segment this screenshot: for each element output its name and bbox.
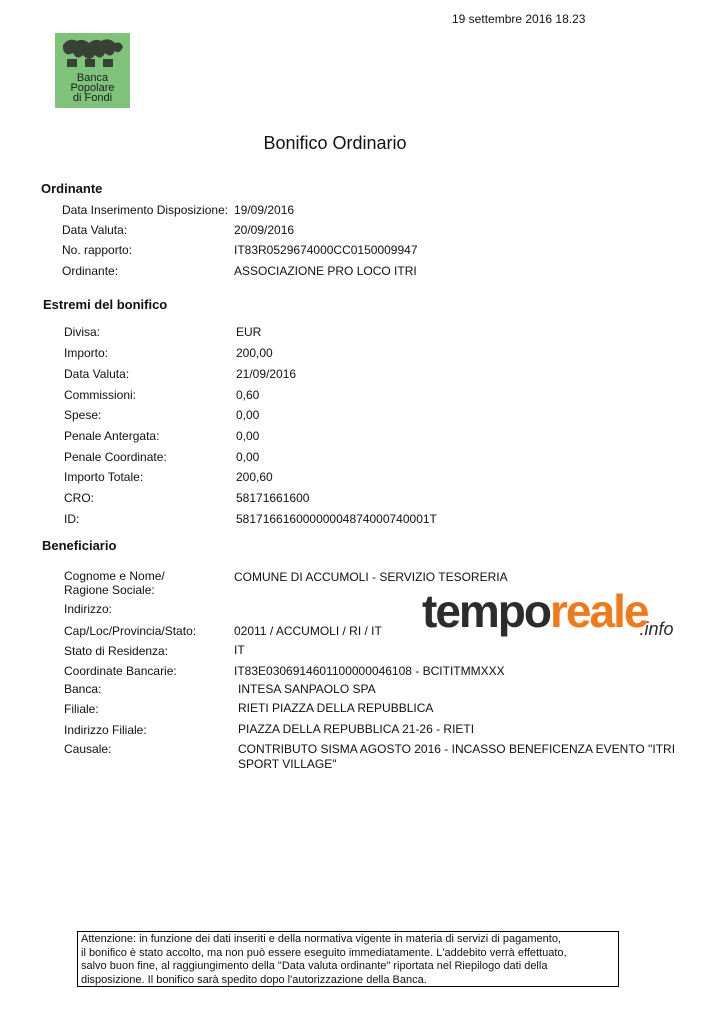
field-value: SPORT VILLAGE" xyxy=(238,757,337,771)
field-value: 0,00 xyxy=(236,408,260,422)
field-value: 02011 / ACCUMOLI / RI / IT xyxy=(234,624,382,638)
notice-line: Attenzione: in funzione dei dati inseriti e della normativa vigente in materia di servizi di pagamento, xyxy=(81,933,561,945)
field-label: Filiale: xyxy=(64,702,99,716)
field-label: Penale Coordinate: xyxy=(64,450,167,464)
field-value: PIAZZA DELLA REPUBBLICA 21-26 - RIETI xyxy=(238,722,475,736)
field-value: 19/09/2016 xyxy=(234,203,295,217)
field-label: Importo Totale: xyxy=(64,470,144,484)
logo-text: Banca Popolare di Fondi xyxy=(70,72,115,104)
field-label: Importo: xyxy=(64,346,109,360)
field-value: 20/09/2016 xyxy=(234,223,295,237)
section-heading-estremi: Estremi del bonifico xyxy=(43,297,168,312)
section-heading-beneficiario: Beneficiario xyxy=(42,538,117,553)
field-value: IT83R0529674000CC0150009947 xyxy=(234,243,418,257)
field-value: 200,00 xyxy=(236,346,273,360)
field-value: 58171661600000004874000740001T xyxy=(236,512,437,526)
bpf-logo-icon xyxy=(59,37,126,71)
field-label: Data Valuta: xyxy=(62,223,128,237)
field-label: ID: xyxy=(64,512,80,526)
section-heading-ordinante: Ordinante xyxy=(41,181,103,196)
field-label: Ragione Sociale: xyxy=(64,583,155,597)
field-value: 200,60 xyxy=(236,470,273,484)
document-title: Bonifico Ordinario xyxy=(263,133,407,153)
field-value: 58171661600 xyxy=(236,491,310,505)
notice-line: il bonifico è stato accolto, ma non può essere eseguito immediatamente. L'addebito verrà effettuato, xyxy=(81,946,567,959)
field-label: CRO: xyxy=(64,491,94,505)
field-value: 0,60 xyxy=(236,388,260,402)
field-value: COMUNE DI ACCUMOLI - SERVIZIO TESORERIA xyxy=(234,570,508,584)
notice-box xyxy=(77,931,619,987)
field-label: Stato di Residenza: xyxy=(64,644,169,658)
field-label: Cognome e Nome/ xyxy=(64,569,165,583)
bank-logo xyxy=(55,33,130,108)
field-label: Causale: xyxy=(64,742,112,756)
field-value: 0,00 xyxy=(236,450,260,464)
field-value: EUR xyxy=(236,325,262,339)
watermark-logo: temporeale.info xyxy=(422,585,674,639)
field-label: Spese: xyxy=(64,408,102,422)
field-label: Coordinate Bancarie: xyxy=(64,664,177,678)
field-label: Indirizzo: xyxy=(64,602,113,616)
field-label: Banca: xyxy=(64,682,102,696)
notice-line: disposizione. Il bonifico sarà spedito dopo l'autorizzazione della Banca. xyxy=(81,973,427,986)
field-label: Data Inserimento Disposizione: xyxy=(62,203,229,217)
field-value: ASSOCIAZIONE PRO LOCO ITRI xyxy=(234,264,417,278)
field-label: Ordinante: xyxy=(62,264,119,278)
field-label: Indirizzo Filiale: xyxy=(64,723,147,737)
field-value: 21/09/2016 xyxy=(236,367,297,381)
notice-line: salvo buon fine, al raggiungimento della "Data valuta ordinante" riportata nel Riepilogo dati della xyxy=(81,960,548,972)
field-label: Cap/Loc/Provincia/Stato: xyxy=(64,624,197,638)
field-label: No. rapporto: xyxy=(62,243,133,257)
field-label: Penale Antergata: xyxy=(64,429,160,443)
field-value: INTESA SANPAOLO SPA xyxy=(238,682,376,696)
field-value: RIETI PIAZZA DELLA REPUBBLICA xyxy=(238,701,434,715)
field-value: IT xyxy=(234,643,245,657)
field-value: IT83E0306914601100000046108 - BCITITMMXXX xyxy=(234,664,505,678)
field-value: 0,00 xyxy=(236,429,260,443)
field-label: Divisa: xyxy=(64,325,101,339)
print-timestamp: 19 settembre 2016 18.23 xyxy=(452,12,586,26)
field-label: Commissioni: xyxy=(64,388,137,402)
field-label: Data Valuta: xyxy=(64,367,130,381)
field-value: CONTRIBUTO SISMA AGOSTO 2016 - INCASSO BENEFICENZA EVENTO "ITRI xyxy=(238,742,676,756)
